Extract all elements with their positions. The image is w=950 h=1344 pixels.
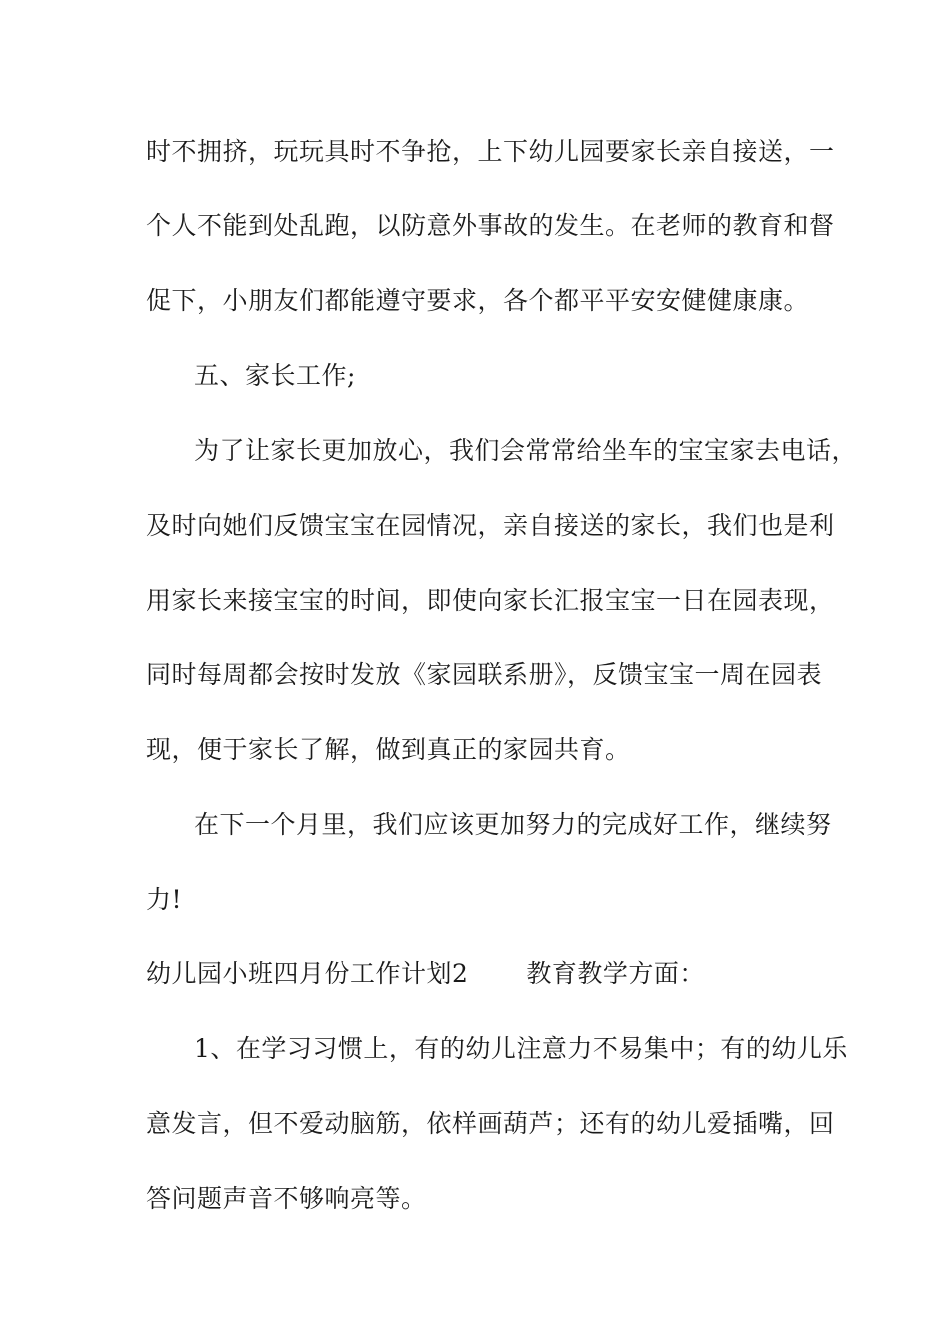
paragraph-line: 力! [146, 885, 183, 914]
plan-subtitle: 教育教学方面： [526, 959, 705, 988]
paragraph-line: 现，便于家长了解，做到真正的家园共育。 [146, 735, 631, 764]
paragraph-line: 个人不能到处乱跑，以防意外事故的发生。在老师的教育和督 [146, 211, 835, 240]
plan-title: 幼儿园小班四月份工作计划2 [146, 959, 469, 988]
paragraph-line: 时不拥挤，玩玩具时不争抢，上下幼儿园要家长亲自接送，一 [146, 137, 835, 166]
paragraph-line: 答问题声音不够响亮等。 [146, 1184, 427, 1213]
section-heading: 五、家长工作; [194, 361, 356, 390]
paragraph-line: 意发言，但不爱动脑筋，依样画葫芦；还有的幼儿爱插嘴，回 [146, 1109, 835, 1138]
paragraph-line: 1、在学习习惯上，有的幼儿注意力不易集中；有的幼儿乐 [194, 1034, 848, 1063]
paragraph-line: 用家长来接宝宝的时间，即使向家长汇报宝宝一日在园表现， [146, 586, 835, 615]
paragraph-line: 为了让家长更加放心，我们会常常给坐车的宝宝家去电话， [194, 436, 858, 465]
paragraph-line: 促下，小朋友们都能遵守要求，各个都平平安安健健康康。 [146, 286, 810, 315]
plan-heading [146, 954, 836, 994]
paragraph-line: 同时每周都会按时发放《家园联系册》，反馈宝宝一周在园表 [146, 660, 823, 689]
paragraph-line: 在下一个月里，我们应该更加努力的完成好工作，继续努 [194, 810, 832, 839]
paragraph-line: 及时向她们反馈宝宝在园情况，亲自接送的家长，我们也是利 [146, 511, 835, 540]
